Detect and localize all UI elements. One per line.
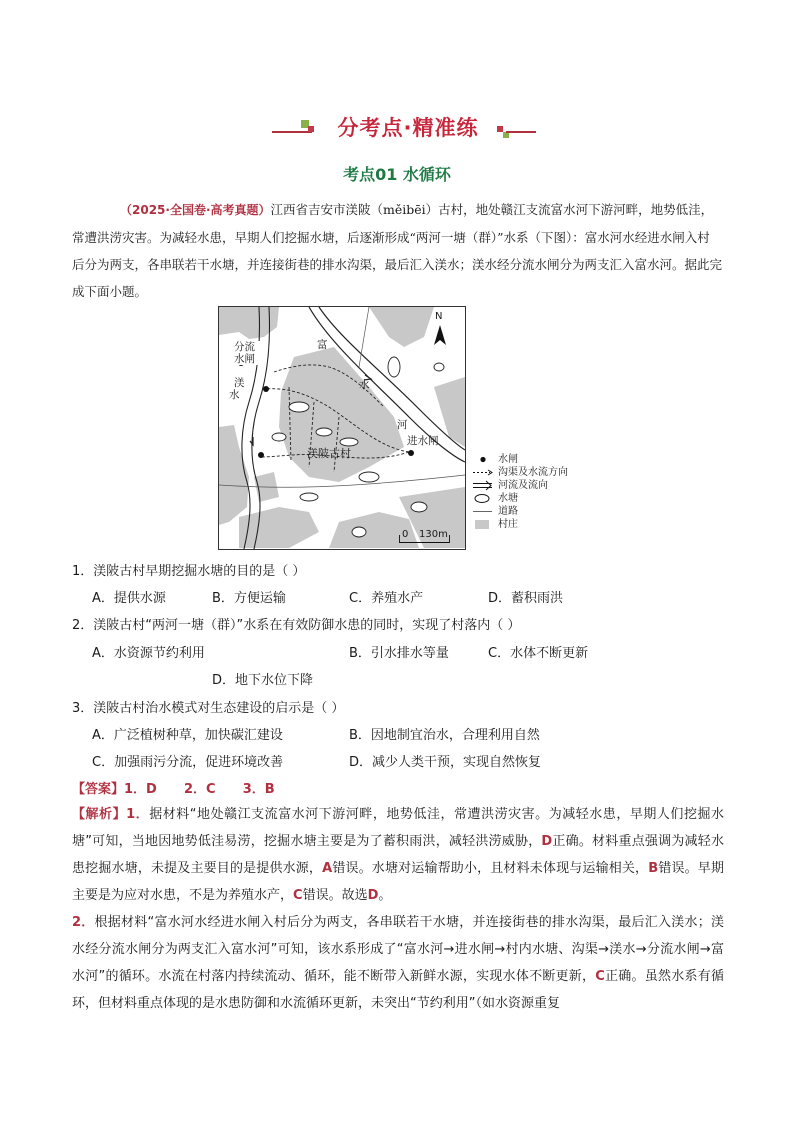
explanation-1: 【解析】1．据材料“地处赣江支流富水河下游河畔，地势低洼，常遭洪涝灾害。为减轻水患，早期人们挖掘水塘”可知，当地因地势低洼易涝，挖掘水塘主要是为了蓄积雨洪，减轻洪涝威胁，D正确。材料重点强调为减轻水患挖掘水塘，未提及主要目的是提供水源，A错误。水塘对运输帮助小，且材料未体现与运输相关，B错误。早期主要是为应对水患，不是为养殖水产，C错误。故选D。 (72, 807, 724, 903)
q3-option-a[interactable]: A．广泛植树种草，加快碳汇建设 (92, 728, 283, 743)
section-title: 考点01 水循环 (343, 165, 451, 184)
q3-option-b[interactable]: B．因地制宜治水，合理利用自然 (349, 728, 540, 743)
pond-icon (472, 492, 494, 505)
question-2-stem: 2．渼陂古村“两河一塘（群）”水系在有效防御水患的同时，实现了村落内（ ） (72, 618, 521, 633)
water-system-map (218, 306, 466, 550)
map-label-mei: 渼 (234, 377, 245, 389)
q1-option-a[interactable]: A．提供水源 (92, 591, 166, 606)
gate-icon (472, 453, 494, 466)
village-icon (472, 518, 494, 531)
q2-option-d[interactable]: D．地下水位下降 (212, 673, 314, 688)
map-label-diversion-gate: 分流水闸 (234, 341, 264, 365)
q3-option-d[interactable]: D．减少人类干预，实现自然恢复 (349, 755, 542, 770)
map-scale-length: 130m (419, 529, 448, 540)
header-title: 分考点·精准练 (337, 116, 479, 140)
header-rule-right (506, 131, 536, 133)
question-3-stem: 3．渼陂古村治水模式对生态建设的启示是（ ） (72, 701, 345, 716)
map-label-shui: 水 (359, 379, 370, 391)
map-label-village: 渼陂古村 (307, 447, 351, 460)
header-deco-square (503, 132, 509, 138)
explanation-2: 2．根据材料“富水河水经进水闸入村后分为两支，各串联若干水塘，并连接街巷的排水沟渠，最后汇入渼水；渼水经分流水闸分为两支汇入富水河”可知，该水系形成了“富水河→进水闸→村内水塘、沟渠→渼水→分流水闸→富水河”的循环。水流在村落内持续流动、循环，能不断带入新鲜水源，实现水体不断更新，C正确。虽然水系有循环，但材料重点体现的是水患防御和水流循环更新，未突出“节约利用”（如水资源重复 (72, 915, 724, 1011)
map-label-north: N (435, 311, 443, 322)
answer-key: 【答案】1．D 2．C 3．B (72, 782, 275, 797)
intro-paragraph (72, 196, 722, 305)
q2-option-c[interactable]: C．水体不断更新 (488, 646, 589, 661)
map-label-fu: 富 (317, 339, 328, 351)
legend-item: 村庄 (472, 518, 568, 531)
header-rule-left (272, 131, 312, 133)
legend-item: 水闸 (472, 453, 568, 466)
intro-text: 江西省吉安市渼陂（měibēi）古村，地处赣江支流富水河下游河畔，地势低洼，常遭洪涝灾害。为减轻水患，早期人们挖掘水塘，后逐渐形成“两河一塘（群）”水系（下图）：富水河水经进水闸入村后分为两支，各串联若干水塘，并连接街巷的排水沟渠，最后汇入渼水；渼水经分流水闸分为两支汇入富水河。据此完成下面小题。 (72, 202, 723, 299)
river-icon (472, 479, 494, 492)
map-scale-zero: 0 (402, 529, 409, 540)
question-1-stem: 1．渼陂古村早期挖掘水塘的目的是（ ） (72, 564, 306, 579)
q1-option-b[interactable]: B．方便运输 (212, 591, 286, 606)
header-deco-square (308, 126, 314, 132)
legend-item: 河流及流向 (472, 479, 568, 492)
canal-icon (472, 466, 494, 479)
map-label-he: 河 (397, 419, 408, 431)
road-icon (472, 505, 494, 518)
legend-item: 沟渠及水流方向 (472, 466, 568, 479)
map-label-inlet-gate: 进水闸 (407, 435, 439, 447)
q1-option-c[interactable]: C．养殖水产 (349, 591, 424, 606)
q3-option-c[interactable]: C．加强雨污分流，促进环境改善 (92, 755, 284, 770)
legend-item: 水塘 (472, 492, 568, 505)
q2-option-a[interactable]: A．水资源节约利用 (92, 646, 205, 661)
q2-option-b[interactable]: B．引水排水等量 (349, 646, 449, 661)
question-source: （2025·全国卷·高考真题） (120, 203, 271, 217)
map-label-mei-water: 水 (229, 389, 240, 401)
explanation-tag: 【解析】 (72, 807, 127, 822)
map-legend (472, 453, 568, 531)
q1-option-d[interactable]: D．蓄积雨洪 (488, 591, 564, 606)
section-header (0, 112, 794, 142)
legend-item: 道路 (472, 505, 568, 518)
